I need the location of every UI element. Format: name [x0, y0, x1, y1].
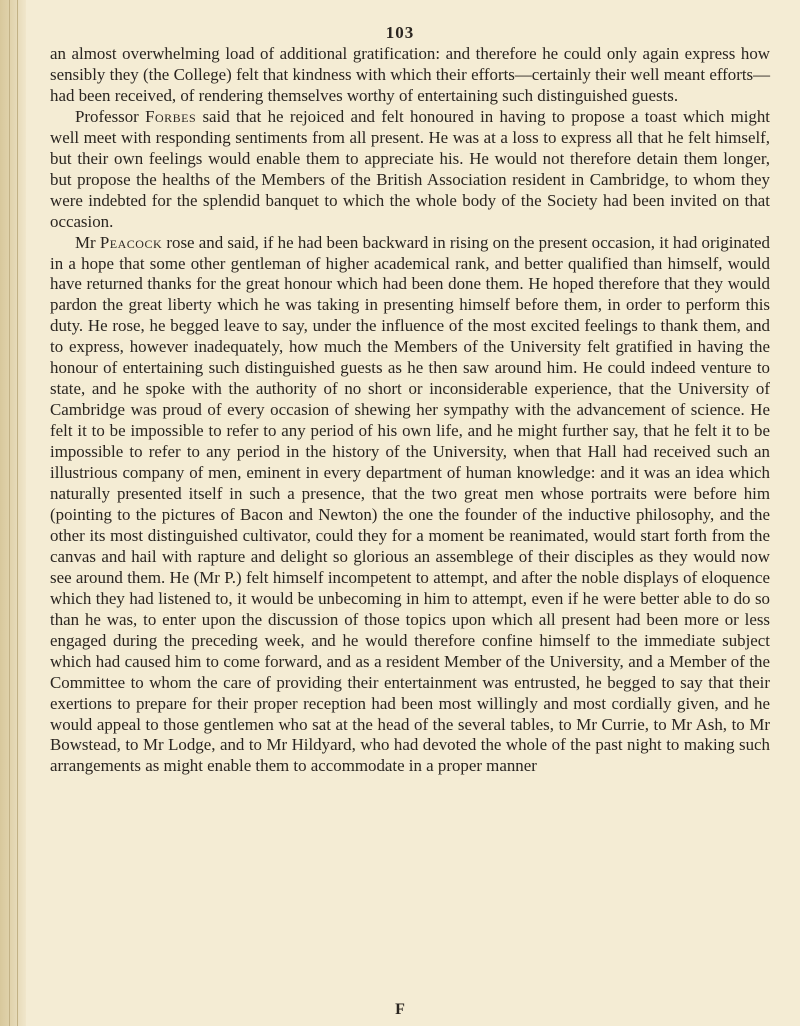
paragraph-text: an almost overwhelming load of additional gratification: and therefore he could only again express how sensibly they (the College) felt that kindness with which their efforts—certainly their well meant efforts—had been received, of rendering themselves worthy of entertaining such distinguished guests. [50, 44, 770, 105]
speaker-prefix: Mr [75, 232, 100, 252]
signature-mark: F [395, 1001, 405, 1018]
paragraph-1 [50, 44, 770, 107]
speaker-name: Forbes [145, 106, 197, 126]
paragraph-text: said that he rejoiced and felt honoured in having to propose a toast which might well meet with responding sentiments from all present. He was at a loss to express all that he felt himself, but their own feelings would enable them to appreciate his. He would not therefore detain them longer, but propose the healths of the Members of the British Association resident in Cambridge, to whom they were indebted for the splendid banquet to which the whole body of the Society had been invited on that occasion. [50, 106, 770, 231]
body-text [50, 44, 770, 777]
page-number: 103 [385, 23, 415, 42]
speaker-prefix: Professor [75, 106, 146, 126]
paragraph-2 [50, 107, 770, 233]
paragraph-text: rose and said, if he had been backward in rising on the present occasion, it had originated in a hope that some other gentleman of higher academical rank, and better qualified than himself, would have returned thanks for the great honour which had been done them. He hoped therefore that they would pardon the great liberty which he was taking in presenting himself before them, in order to perform this duty. He rose, he begged leave to say, under the influence of the most excited feelings to thank them, and to express, however inadequately, how much the Members of the University felt gratified in having the honour of entertaining such distinguished guests as he then saw around him. He could indeed venture to state, and he spoke with the authority of no short or inconsiderable experience, that the University of Cambridge was proud of every occasion of shewing her sympathy with the advancement of science. He felt it to be impossible to refer to any period of his own life, and he might further say, that he felt it to be impossible to refer to any period in the history of the University, when that Hall had received such an illustrious company of men, eminent in every department of human knowledge: and it was an idea which naturally presented itself in such a presence, that the two great men whose portraits were before him (pointing to the pictures of Bacon and Newton) the one the founder of the inductive philosophy, and the other its most distinguished cultivator, could they for a moment be reanimated, would start forth from the canvas and hail with rapture and delight so glorious an assemblege of their disciples as they would now see around them. He (Mr P.) felt himself incompetent to attempt, and after the noble displays of eloquence which they had listened to, it would be unbecoming in him to attempt, even if he were better able to do so than he was, to enter upon the discussion of those topics upon which all present had been more or less engaged during the preceding week, and he would therefore confine himself to the immediate subject which had caused him to come forward, and as a resident Member of the University, and a Member of the Committee to whom the care of providing their entertainment was entrusted, he begged to say that their exertions to prepare for their proper reception had been most willingly and most cordially given, and he would appeal to those gentlemen who sat at the head of the several tables, to Mr Currie, to Mr Ash, to Mr Bowstead, to Mr Lodge, and to Mr Hildyard, who had devoted the whole of the past night to making such arrangements as might enable them to accommodate in a proper manner [50, 232, 771, 776]
page-gutter [0, 0, 26, 1026]
gutter-edge-line [9, 0, 10, 1026]
paragraph-3 [50, 233, 770, 778]
gutter-edge-line [17, 0, 18, 1026]
speaker-name: Peacock [99, 232, 163, 252]
